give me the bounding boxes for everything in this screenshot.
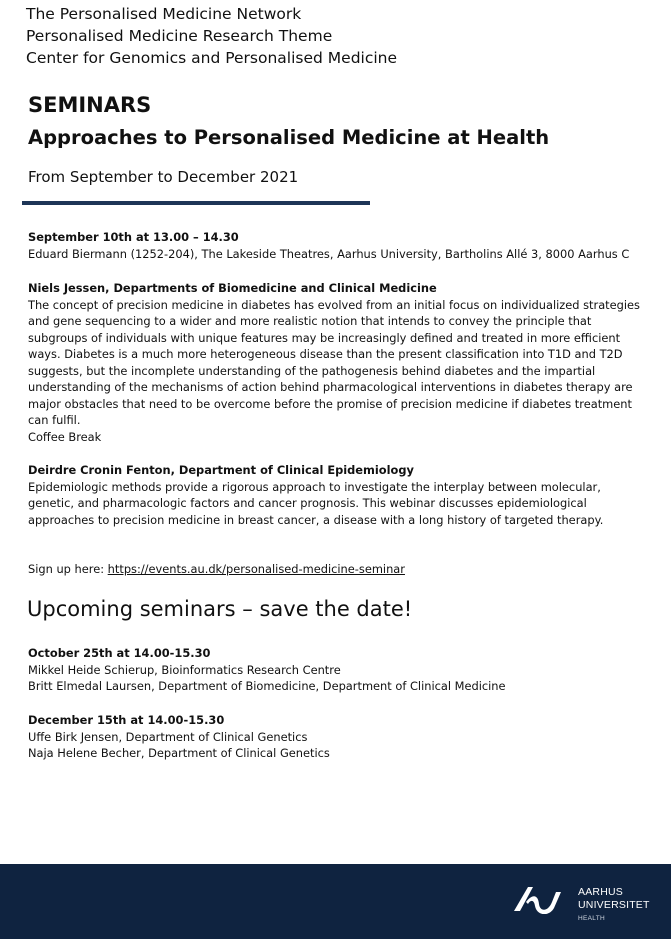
coffee-break-label: Coffee Break bbox=[28, 430, 102, 444]
event-info bbox=[28, 229, 648, 262]
header-line-center: Center for Genomics and Personalised Medicine bbox=[26, 49, 398, 67]
talk-1 bbox=[28, 280, 648, 429]
logo-wordmark bbox=[578, 886, 650, 912]
au-wave-icon bbox=[512, 884, 570, 914]
signup-label: Sign up here: bbox=[28, 562, 108, 576]
logo-faculty: HEALTH bbox=[578, 915, 605, 922]
page-subtitle: Approaches to Personalised Medicine at Health bbox=[28, 126, 550, 149]
logo-line-1: AARHUS bbox=[578, 886, 623, 898]
upcoming-seminar-1-date: October 25th at 14.00-15.30 bbox=[28, 646, 211, 660]
upcoming-seminar-2-speaker-1: Uffe Birk Jensen, Department of Clinical Genetics bbox=[28, 729, 308, 744]
talk-1-abstract: The concept of precision medicine in diabetes has evolved from an initial focus on individualized strategies and gene sequencing to a wider and more realistic notion that intends to convey the principle that subgroups of individuals with unique features may be increasingly defined and treated in more efficient ways. Diabetes is a much more heterogeneous disease than the present classification into T1D and T2D suggests, but the incomplete understanding of the pathogenesis behind diabetes and the impartial understanding of the mechanisms of action behind pharmacological interventions in diabetes therapy are major obstacles that need to be overcome before the promise of precision medicine if diabetes treatment can fulfil. bbox=[28, 297, 640, 427]
event-location: Eduard Biermann (1252-204), The Lakeside Theatres, Aarhus University, Bartholins Allé 3, 8000 Aarhus C bbox=[28, 246, 630, 261]
header-line-network: The Personalised Medicine Network bbox=[26, 5, 302, 23]
upcoming-seminar-1-speaker-2: Britt Elmedal Laursen, Department of Biomedicine, Department of Clinical Medicine bbox=[28, 679, 506, 693]
logo-line-2: UNIVERSITET bbox=[578, 899, 650, 911]
aarhus-university-logo bbox=[512, 880, 662, 928]
signup-line bbox=[28, 561, 648, 578]
upcoming-seminar-1 bbox=[28, 645, 648, 695]
event-date: September 10th at 13.00 – 14.30 bbox=[28, 230, 239, 244]
upcoming-seminar-1-speaker-1: Mikkel Heide Schierup, Bioinformatics Research Centre bbox=[28, 662, 341, 677]
page-title: SEMINARS bbox=[28, 93, 152, 117]
seminar-period: From September to December 2021 bbox=[28, 168, 299, 186]
signup-link[interactable]: https://events.au.dk/personalised-medicine-seminar bbox=[107, 562, 405, 576]
talk-2-speaker: Deirdre Cronin Fenton, Department of Clinical Epidemiology bbox=[28, 463, 414, 477]
talk-1-speaker: Niels Jessen, Departments of Biomedicine and Clinical Medicine bbox=[28, 281, 437, 295]
header-line-theme: Personalised Medicine Research Theme bbox=[26, 27, 333, 45]
title-divider bbox=[22, 201, 370, 205]
upcoming-seminar-2 bbox=[28, 712, 648, 762]
coffee-break bbox=[28, 429, 648, 446]
upcoming-seminar-2-date: December 15th at 14.00-15.30 bbox=[28, 713, 225, 727]
talk-2-abstract: Epidemiologic methods provide a rigorous approach to investigate the interplay between molecular, genetic, and pharmacologic factors and cancer prognosis. This webinar discusses epidemiological approaches to precision medicine in breast cancer, a disease with a long history of targeted therapy. bbox=[28, 479, 604, 527]
talk-2 bbox=[28, 462, 648, 528]
upcoming-heading: Upcoming seminars – save the date! bbox=[27, 597, 413, 621]
network-header bbox=[26, 3, 646, 69]
upcoming-seminar-2-speaker-2: Naja Helene Becher, Department of Clinical Genetics bbox=[28, 746, 330, 760]
